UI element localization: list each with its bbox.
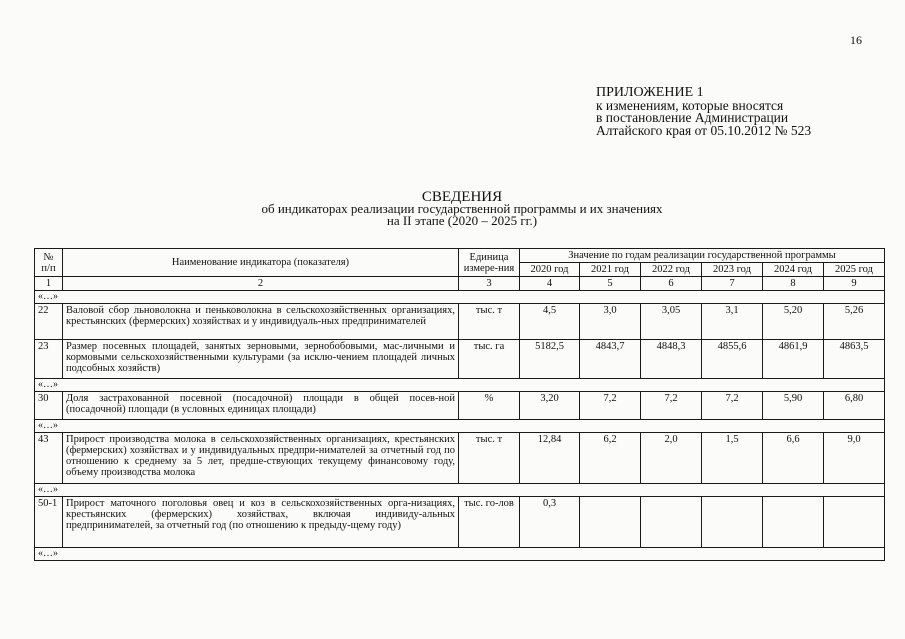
- header-num: № п/п: [35, 249, 63, 277]
- appendix-line: к изменениям, которые вносятся: [596, 97, 784, 113]
- indicators-table: [34, 248, 885, 561]
- ellipsis-marker: «…»: [35, 484, 885, 497]
- column-number: 2: [63, 277, 459, 291]
- column-number: 6: [641, 277, 702, 291]
- page-number: 16: [850, 33, 862, 47]
- ellipsis-row: [35, 291, 885, 304]
- row-name: Прирост производства молока в сельскохозяйственных организациях, крестьянских (фермерских) хозяйствах и у индивидуальных предпри-нимателей за отчетный год по отношению к среднему за 5 лет, предше-ствующих текущему финансовому году, объему производства молока: [63, 433, 459, 484]
- row-value: 2,0: [641, 433, 702, 484]
- row-num: 50-1: [35, 497, 63, 548]
- row-value: 3,0: [580, 304, 641, 340]
- row-value: 4843,7: [580, 340, 641, 379]
- row-value: 7,2: [702, 392, 763, 420]
- ellipsis-row: [35, 379, 885, 392]
- document-heading: [226, 191, 698, 227]
- heading-title: СВЕДЕНИЯ: [421, 189, 503, 205]
- row-name: Размер посевных площадей, занятых зерновыми, зернобобовыми, мас-личными и кормовыми сельскохозяйственными культурами (за исклю-чением площадей личных подсобных хозяйств): [63, 340, 459, 379]
- row-value: 4,5: [520, 304, 580, 340]
- header-unit: Единица измере-ния: [459, 249, 520, 277]
- row-value: 4863,5: [824, 340, 885, 379]
- ellipsis-row: [35, 420, 885, 433]
- row-value: 3,05: [641, 304, 702, 340]
- header-row: [35, 249, 885, 263]
- header-year: 2021 год: [580, 263, 641, 277]
- row-value: 4861,9: [763, 340, 824, 379]
- ellipsis-marker: «…»: [35, 420, 885, 433]
- row-value: [641, 497, 702, 548]
- appendix-block: [596, 87, 811, 137]
- header-year: 2025 год: [824, 263, 885, 277]
- header-values-group: Значение по годам реализации государственной программы: [520, 249, 885, 263]
- header-year: 2022 год: [641, 263, 702, 277]
- row-value: 3,1: [702, 304, 763, 340]
- table-row: [35, 497, 885, 548]
- header-year: 2023 год: [702, 263, 763, 277]
- row-value: 7,2: [641, 392, 702, 420]
- appendix-title: ПРИЛОЖЕНИЕ 1: [596, 85, 704, 100]
- row-value: 9,0: [824, 433, 885, 484]
- ellipsis-marker: «…»: [35, 379, 885, 392]
- row-num: 30: [35, 392, 63, 420]
- row-value: 5,26: [824, 304, 885, 340]
- table-row: [35, 392, 885, 420]
- row-num: 43: [35, 433, 63, 484]
- row-name: Прирост маточного поголовья овец и коз в сельскохозяйственных орга-низациях, крестьянских (фермерских) хозяйствах, включая индивиду-альных предпринимателей, за отчетный год (по отношению к предыду-щему году): [63, 497, 459, 548]
- ellipsis-marker: «…»: [35, 291, 885, 304]
- row-name: Доля застрахованной посевной (посадочной) площади в общей посев-ной (посадочной) площади (в условных единицах площади): [63, 392, 459, 420]
- table-row: [35, 340, 885, 379]
- ellipsis-marker: «…»: [35, 548, 885, 561]
- appendix-line: в постановление Администрации: [596, 110, 789, 125]
- header-name: Наименование индикатора (показателя): [63, 249, 459, 277]
- row-num: 23: [35, 340, 63, 379]
- table-row: [35, 304, 885, 340]
- column-number: 4: [520, 277, 580, 291]
- row-value: 0,3: [520, 497, 580, 548]
- row-unit: тыс. га: [459, 340, 520, 379]
- column-number: 8: [763, 277, 824, 291]
- header-year: 2024 год: [763, 263, 824, 277]
- row-value: 4848,3: [641, 340, 702, 379]
- heading-subtitle: об индикаторах реализации государственной программы и их значениях: [261, 201, 663, 216]
- row-value: 5182,5: [520, 340, 580, 379]
- row-value: 1,5: [702, 433, 763, 484]
- column-numbers-row: [35, 277, 885, 291]
- row-value: [702, 497, 763, 548]
- row-num: 22: [35, 304, 63, 340]
- ellipsis-row: [35, 548, 885, 561]
- row-unit: тыс. го-лов: [459, 497, 520, 548]
- row-unit: %: [459, 392, 520, 420]
- row-value: [580, 497, 641, 548]
- column-number: 3: [459, 277, 520, 291]
- row-value: 4855,6: [702, 340, 763, 379]
- appendix-line: Алтайского края от 05.10.2012 № 523: [596, 122, 812, 138]
- row-value: 6,6: [763, 433, 824, 484]
- row-name: Валовой сбор льноволокна и пеньковолокна в сельскохозяйственных организациях, крестьянских (фермерских) хозяйствах и у индивидуаль-ных предпринимателей: [63, 304, 459, 340]
- ellipsis-row: [35, 484, 885, 497]
- column-number: 1: [35, 277, 63, 291]
- column-number: 5: [580, 277, 641, 291]
- column-number: 7: [702, 277, 763, 291]
- row-value: [824, 497, 885, 548]
- row-value: [763, 497, 824, 548]
- heading-period: на II этапе (2020 – 2025 гг.): [386, 213, 538, 228]
- row-value: 6,80: [824, 392, 885, 420]
- row-value: 12,84: [520, 433, 580, 484]
- row-unit: тыс. т: [459, 433, 520, 484]
- row-unit: тыс. т: [459, 304, 520, 340]
- row-value: 6,2: [580, 433, 641, 484]
- row-value: 7,2: [580, 392, 641, 420]
- row-value: 5,20: [763, 304, 824, 340]
- table-row: [35, 433, 885, 484]
- header-year: 2020 год: [520, 263, 580, 277]
- row-value: 3,20: [520, 392, 580, 420]
- column-number: 9: [824, 277, 885, 291]
- row-value: 5,90: [763, 392, 824, 420]
